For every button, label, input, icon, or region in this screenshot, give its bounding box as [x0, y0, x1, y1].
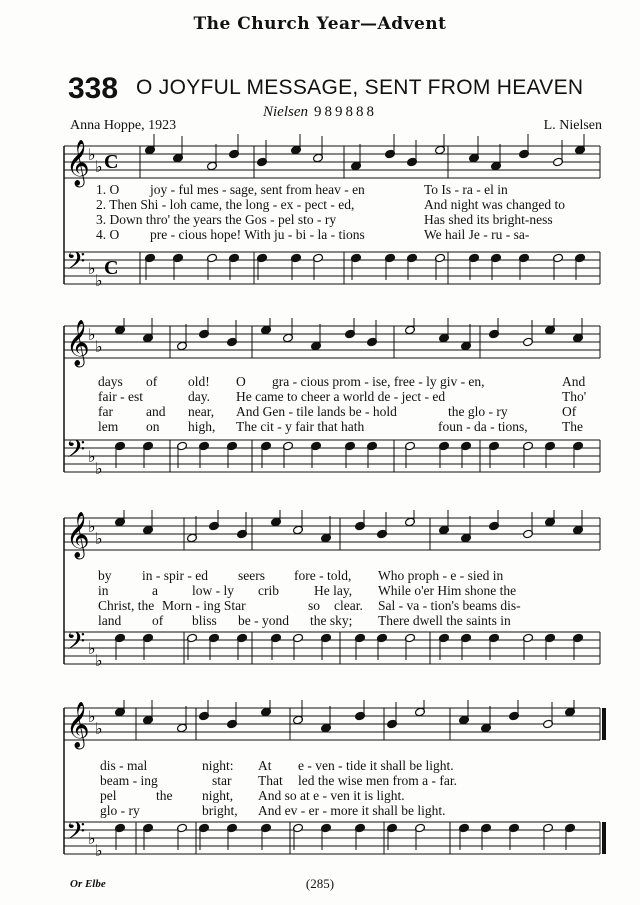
- flat-icon: ♭: [88, 517, 96, 536]
- lyric-segment: He lay,: [314, 583, 353, 598]
- lyric-segment: pel: [100, 788, 117, 803]
- lyric-segment: days: [98, 374, 123, 389]
- lyric-segment: And so at e - ven it is light.: [258, 788, 405, 803]
- lyric-segment: There dwell the saints in: [378, 613, 511, 628]
- lyric-segment: And ev - er - more it shall be light.: [258, 803, 446, 818]
- bass-clef-icon: 𝄢: [66, 817, 86, 852]
- lyric-segment: bliss: [192, 613, 217, 628]
- flat-icon: ♭: [88, 639, 96, 658]
- lyric-line: [62, 197, 618, 212]
- lyric-line: [62, 598, 618, 613]
- lyric-line: [62, 227, 618, 242]
- lyric-segment: And: [562, 374, 586, 389]
- time-signature-icon: C: [104, 257, 119, 279]
- lyric-segment: The cit - y fair that hath: [236, 419, 365, 434]
- flat-icon: ♭: [88, 447, 96, 466]
- treble-clef-icon: 𝄞: [66, 702, 90, 748]
- lyric-segment: 3. Down thro' the years the Gos - pel sto - ry: [96, 212, 337, 227]
- lyric-segment: joy - ful mes - sage, sent from heav - en: [150, 182, 365, 197]
- lyric-segment: in: [98, 583, 109, 598]
- lyric-line: [62, 773, 618, 788]
- lyric-line: [62, 419, 618, 434]
- lyric-segment: beam - ing: [100, 773, 158, 788]
- lyric-segment: seers: [238, 568, 265, 583]
- lyric-segment: night,: [202, 788, 234, 803]
- bass-clef-icon: 𝄢: [66, 435, 86, 470]
- lyric-segment: land: [98, 613, 122, 628]
- lyric-segment: To Is - ra - el in: [424, 182, 508, 197]
- lyric-segment: Tho': [562, 389, 587, 404]
- lyric-line: [62, 788, 618, 803]
- lyric-segment: That: [258, 773, 283, 788]
- lyrics-block-4: [62, 758, 618, 818]
- flat-icon: ♭: [95, 337, 103, 356]
- flat-icon: ♭: [88, 145, 96, 164]
- lyric-segment: At: [258, 758, 272, 773]
- lyric-line: [62, 212, 618, 227]
- lyric-segment: star: [212, 773, 232, 788]
- time-signature-icon: C: [104, 151, 119, 173]
- bass-clef-icon: 𝄢: [66, 247, 86, 282]
- lyric-segment: dis - mal: [100, 758, 148, 773]
- lyric-segment: far: [98, 404, 113, 419]
- lyrics-block-2: [62, 374, 618, 434]
- bass-clef-icon: 𝄢: [66, 627, 86, 662]
- tune-meter: 989888: [314, 104, 377, 120]
- lyric-line: [62, 758, 618, 773]
- music-system-1: [0, 134, 640, 304]
- composer: L. Nielsen: [543, 118, 602, 133]
- flat-icon: ♭: [88, 325, 96, 344]
- lyric-segment: low - ly: [192, 583, 234, 598]
- treble-clef-icon: 𝄞: [66, 320, 90, 366]
- lyric-segment: old!: [188, 374, 210, 389]
- lyric-line: [62, 404, 618, 419]
- music-system-4: [0, 700, 640, 874]
- author: Anna Hoppe, 1923: [70, 118, 177, 133]
- lyric-segment: high,: [188, 419, 216, 434]
- lyric-segment: While o'er Him shone the: [378, 583, 517, 598]
- lyric-segment: and: [146, 404, 166, 419]
- lyric-segment: Morn - ing Star: [162, 598, 246, 613]
- tune-name: Nielsen: [263, 104, 308, 120]
- lyric-segment: And Gen - tile lands be - hold: [236, 404, 397, 419]
- lyric-segment: Sal - va - tion's beams dis-: [378, 598, 521, 613]
- flat-icon: ♭: [88, 829, 96, 848]
- flat-icon: ♭: [95, 841, 103, 860]
- lyric-segment: O: [236, 374, 246, 389]
- lyric-line: [62, 182, 618, 197]
- lyric-segment: of: [146, 374, 158, 389]
- flat-icon: ♭: [95, 459, 103, 478]
- lyric-segment: so: [308, 598, 321, 613]
- lyric-segment: glo - ry: [100, 803, 140, 818]
- lyric-segment: 2. Then Shi - loh came, the long - ex - pect - ed,: [96, 197, 355, 212]
- lyric-line: [62, 803, 618, 818]
- treble-clef-icon: 𝄞: [66, 512, 90, 558]
- lyric-line: [62, 583, 618, 598]
- lyric-segment: 4. O: [96, 227, 120, 242]
- lyric-segment: of: [152, 613, 164, 628]
- flat-icon: ♭: [95, 157, 103, 176]
- lyric-segment: led the wise men from a - far.: [298, 773, 457, 788]
- lyric-segment: He came to cheer a world de - ject - ed: [236, 389, 446, 404]
- lyric-segment: Of: [562, 404, 577, 419]
- lyric-segment: fore - told,: [294, 568, 352, 583]
- lyric-segment: e - ven - tide it shall be light.: [298, 758, 454, 773]
- alternate-tune-note: Or Elbe: [70, 878, 106, 890]
- lyric-line: [62, 389, 618, 404]
- lyric-segment: The: [562, 419, 583, 434]
- lyric-segment: crib: [258, 583, 279, 598]
- lyric-line: [62, 374, 618, 389]
- lyric-segment: in - spir - ed: [142, 568, 208, 583]
- lyric-segment: night:: [202, 758, 234, 773]
- flat-icon: ♭: [95, 529, 103, 548]
- lyric-segment: 1. O: [96, 182, 120, 197]
- lyric-segment: the: [156, 788, 173, 803]
- lyric-segment: by: [98, 568, 112, 583]
- lyric-segment: lem: [98, 419, 119, 434]
- lyric-segment: the sky;: [310, 613, 353, 628]
- lyric-segment: pre - cious hope! With ju - bi - la - tions: [150, 227, 365, 242]
- lyric-line: [62, 568, 618, 583]
- lyrics-block-1: [62, 182, 618, 242]
- section-header: The Church Year—Advent: [193, 14, 447, 34]
- page-number: (285): [305, 876, 335, 891]
- lyric-segment: foun - da - tions,: [438, 419, 528, 434]
- lyric-segment: on: [146, 419, 160, 434]
- lyric-segment: gra - cious prom - ise, free - ly giv - en,: [272, 374, 485, 389]
- lyric-segment: Has shed its bright-ness: [424, 212, 553, 227]
- lyric-segment: be - yond: [238, 613, 289, 628]
- lyric-segment: Who proph - e - sied in: [378, 568, 504, 583]
- treble-clef-icon: 𝄞: [66, 140, 90, 186]
- lyric-segment: clear.: [334, 598, 363, 613]
- flat-icon: ♭: [95, 271, 103, 290]
- lyric-segment: Christ, the: [98, 598, 155, 613]
- lyric-segment: We hail Je - ru - sa-: [424, 227, 530, 242]
- hymn-title: O JOYFUL MESSAGE, SENT FROM HEAVEN: [136, 76, 584, 99]
- music-system-2: [0, 318, 640, 492]
- lyric-segment: fair - est: [98, 389, 143, 404]
- lyrics-block-3: [62, 568, 618, 628]
- flat-icon: ♭: [88, 707, 96, 726]
- lyric-segment: day.: [188, 389, 210, 404]
- lyric-line: [62, 613, 618, 628]
- music-system-3: [0, 510, 640, 684]
- lyric-segment: And night was changed to: [424, 197, 565, 212]
- lyric-segment: near,: [188, 404, 215, 419]
- lyric-segment: the glo - ry: [448, 404, 508, 419]
- flat-icon: ♭: [95, 651, 103, 670]
- flat-icon: ♭: [95, 719, 103, 738]
- lyric-segment: bright,: [202, 803, 238, 818]
- lyric-segment: a: [152, 583, 158, 598]
- flat-icon: ♭: [88, 259, 96, 278]
- hymn-number: 338: [68, 72, 119, 105]
